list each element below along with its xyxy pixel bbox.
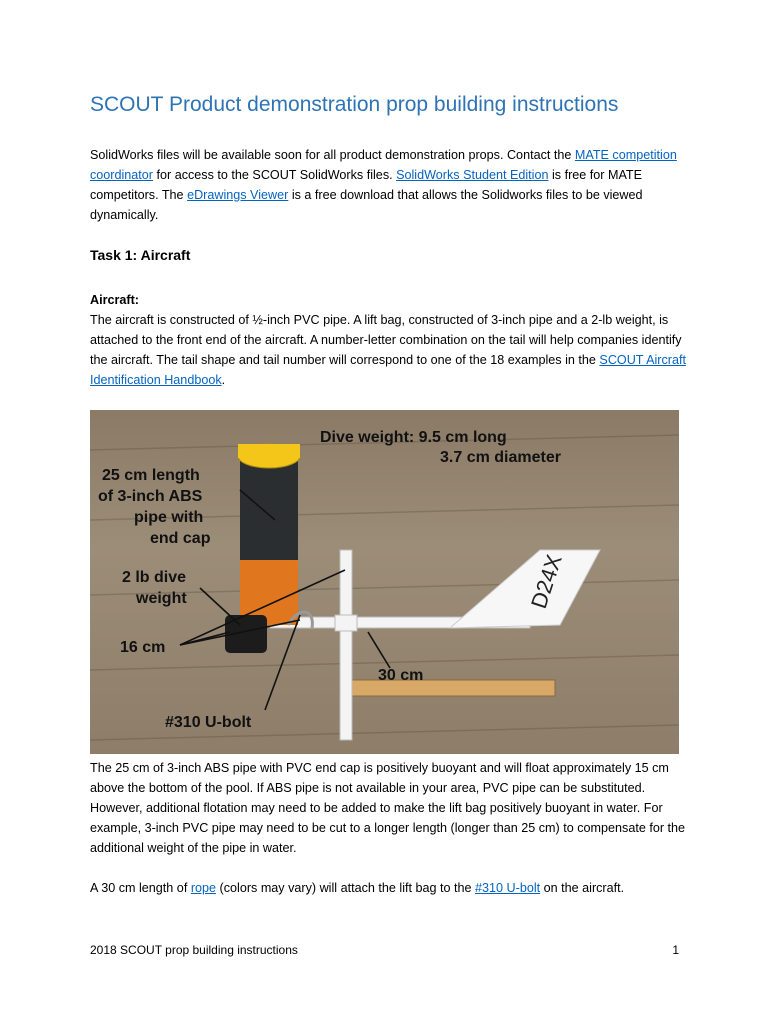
aircraft-paragraph (90, 310, 690, 390)
intro-text: is free for MATE competitors. The (90, 168, 643, 202)
intro-text: for access to the SCOUT SolidWorks files. (153, 168, 397, 182)
label-weight-2: weight (136, 590, 187, 607)
label-ubolt: #310 U-bolt (165, 714, 252, 731)
page-number: 1 (672, 943, 679, 957)
label-dive-weight-2: 3.7 cm diameter (440, 449, 561, 466)
aircraft-photo (90, 410, 679, 754)
rope-text: (colors may vary) will attach the lift bag to the (216, 881, 476, 895)
pvc-frame (270, 550, 530, 740)
handbook-link[interactable]: SCOUT Aircraft Identification Handbook (90, 353, 686, 387)
aircraft-photo-drawing (90, 410, 679, 754)
solidworks-student-link[interactable]: SolidWorks Student Edition (396, 168, 549, 182)
label-abs-2: of 3-inch ABS (98, 488, 203, 505)
footer-title: 2018 SCOUT prop building instructions (90, 943, 298, 957)
ruler (345, 680, 555, 696)
buoyancy-paragraph: The 25 cm of 3-inch ABS pipe with PVC end cap is positively buoyant and will float approximately 15 cm above the bottom of the pool. If ABS pipe is not available in your area, PVC pipe can be substituted. However, additional flotation may need to be added to make the lift bag positively buoyant in water. For example, 3-inch PVC pipe may need to be cut to a longer length (longer than 25 cm) to compensate for the additional weight of the pipe in water. (90, 761, 686, 855)
ubolt-link[interactable]: #310 U-bolt (475, 881, 541, 895)
intro-text: SolidWorks files will be available soon for all product demonstration props. Contact the (90, 148, 575, 162)
label-abs-3: pipe with (134, 509, 204, 526)
rope-link[interactable]: rope (190, 881, 217, 895)
label-30cm: 30 cm (378, 667, 424, 684)
tail-fin (450, 550, 600, 628)
label-abs-4: end cap (150, 530, 211, 547)
label-weight-1: 2 lb dive (122, 569, 187, 586)
page-footer (90, 943, 679, 957)
intro-paragraph (90, 145, 690, 225)
label-abs-1: 25 cm length (102, 467, 200, 484)
label-dive-weight-1: Dive weight: 9.5 cm long (320, 429, 507, 446)
page-title: SCOUT Product demonstration prop building instructions (90, 93, 619, 116)
mate-coordinator-link[interactable]: MATE competition coordinator (90, 148, 677, 182)
task-heading: Task 1: Aircraft (90, 247, 191, 263)
rope-paragraph (90, 878, 690, 898)
label-16cm: 16 cm (120, 639, 166, 656)
intro-text: is a free download that allows the Solidworks files to be viewed dynamically. (90, 188, 643, 222)
tail-number: D24X (525, 551, 567, 612)
aircraft-text-end: . (221, 373, 226, 387)
rope-text: A 30 cm length of (90, 881, 191, 895)
aircraft-text: The aircraft is constructed of ½-inch PVC pipe. A lift bag, constructed of 3-inch pipe and a 2-lb weight, is attached to the front end of the aircraft. A number-letter combination on the tail will help companies identify the aircraft. The tail shape and tail number will correspond to one of the 18 examples in the (90, 313, 682, 367)
edrawings-viewer-link[interactable]: eDrawings Viewer (187, 188, 289, 202)
aircraft-heading: Aircraft: (90, 293, 139, 307)
end-cap-rim (238, 444, 300, 458)
rope-text: on the aircraft. (540, 881, 625, 895)
